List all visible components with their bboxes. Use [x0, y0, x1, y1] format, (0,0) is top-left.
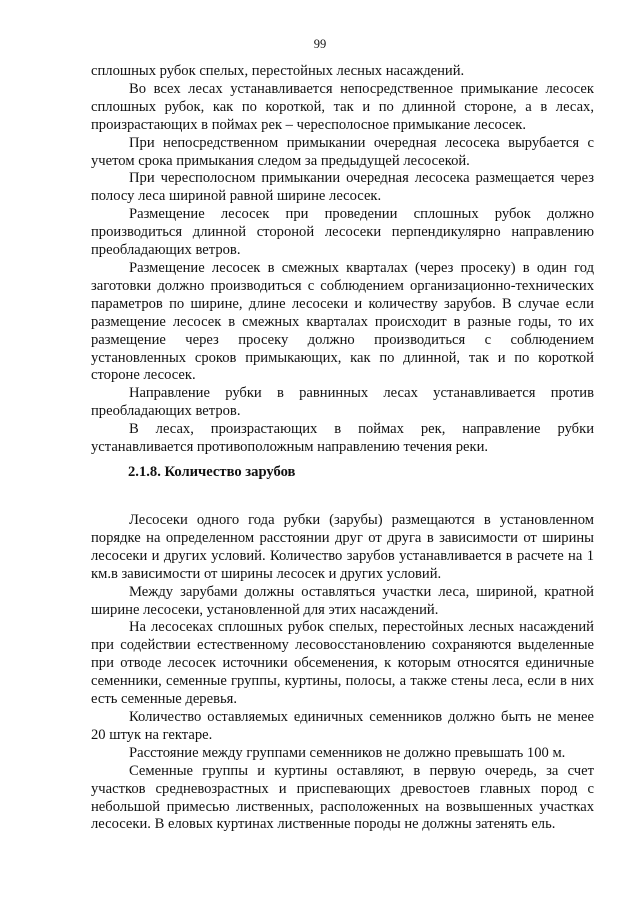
paragraph: В лесах, произрастающих в поймах рек, направление рубки устанавливается противоположным направлению течения реки.	[91, 421, 594, 456]
paragraph: Лесосеки одного года рубки (зарубы) размещаются в установленном порядке на определенном расстоянии друг от друга в зависимости от ширины лесосеки и других условий. Количество зарубов устанавливается в расчете на 1 км.в зависимости от ширины лесосек и других условий.	[91, 512, 594, 582]
paragraph: Во всех лесах устанавливается непосредственное примыкание лесосек сплошных рубок, как по короткой, так и по длинной стороне, а в лесах, произрастающих в поймах рек – чересполосное примыкание лесосек.	[91, 80, 594, 133]
paragraph: Размещение лесосек при проведении сплошных рубок должно производиться длинной стороной лесосеки перпендикулярно направлению преобладающих ветров.	[91, 206, 594, 259]
paragraph: Семенные группы и куртины оставляют, в первую очередь, за счет участков средневозрастных и приспевающих древостоев главных пород с небольшой примесью лиственных, расположенных на возвышенных участках лесосеки. В еловых куртинах лиственные породы не должны затенять ель.	[91, 762, 594, 833]
text-block-top	[91, 63, 594, 457]
paragraph: При чересполосном примыкании очередная лесосека размещается через полосу леса шириной равной ширине лесосек.	[91, 170, 594, 205]
paragraph: Направление рубки в равнинных лесах устанавливается против преобладающих ветров.	[91, 385, 594, 420]
paragraph: Между зарубами должны оставляться участки леса, шириной, кратной ширине лесосеки, установленной для этих насаждений.	[91, 583, 594, 618]
paragraph-continuation: сплошных рубок спелых, перестойных лесных насаждений.	[91, 63, 465, 79]
paragraph: Количество оставляемых единичных семенников должно быть не менее 20 штук на гектаре.	[91, 708, 594, 743]
paragraph: На лесосеках сплошных рубок спелых, перестойных лесных насаждений при содействии естественному лесовосстановлению сохраняются выделенные при отводе лесосек источники обсеменения, к которым относятся единичные семенники, семенные группы, куртины, полосы, а также стены леса, если в них есть семенные деревья.	[91, 619, 594, 708]
page-number: 99	[313, 37, 327, 51]
paragraph: При непосредственном примыкании очередная лесосека вырубается с учетом срока примыкания следом за предыдущей лесосекой.	[91, 134, 594, 169]
text-block-bottom	[91, 512, 594, 834]
paragraph: Размещение лесосек в смежных кварталах (через просеку) в один год заготовки должно производиться с соблюдением организационно-технических параметров по ширине, длине лесосеки и количеству зарубов. В случае если размещение лесосек в смежных кварталах происходит в разные годы, то их размещение через просеку должно производиться с соблюдением установленных сроков примыкающих, как по длинной, так и по короткой стороне лесосек.	[91, 259, 594, 384]
paragraph: Расстояние между группами семенников не должно превышать 100 м.	[129, 744, 566, 761]
section-heading: 2.1.8. Количество зарубов	[128, 464, 296, 480]
